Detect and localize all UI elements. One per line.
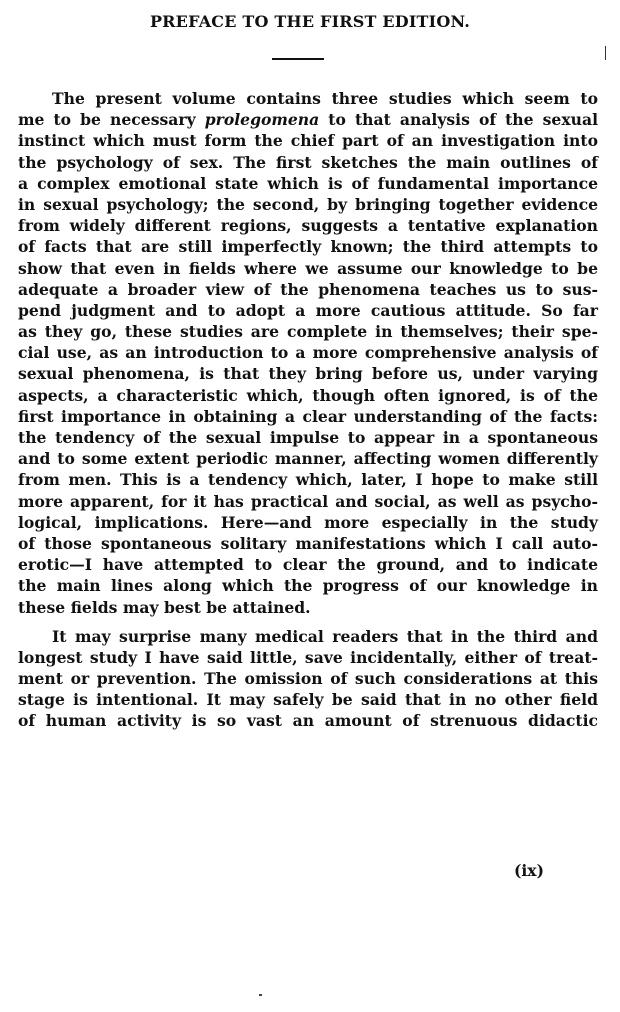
text-line	[18, 491, 598, 512]
page-title: PREFACE TO THE FIRST EDITION.	[149, 12, 471, 31]
text-segment: The present volume contains three studies which seem to	[52, 89, 598, 108]
text-segment: as they go, these studies are complete in themselves; their spe-	[18, 322, 598, 342]
paragraph	[18, 626, 598, 732]
text-segment: a complex emotional state which is of fundamental importance	[18, 173, 598, 193]
text-segment: stage is intentional. It may safely be said that in no other field	[18, 690, 598, 710]
text-segment: these fields may best be attained.	[18, 597, 311, 617]
text-line	[18, 448, 598, 469]
bottom-mark	[259, 994, 262, 996]
text-line	[18, 689, 598, 710]
text-line	[18, 668, 598, 689]
text-segment: to that analysis of the sexual	[319, 110, 598, 130]
text-line	[18, 512, 598, 533]
text-line	[18, 597, 598, 618]
text-line	[18, 554, 598, 575]
text-segment: in sexual psychology; the second, by bringing together evidence	[18, 194, 598, 214]
text-line	[18, 130, 598, 151]
text-line	[18, 710, 598, 731]
text-line	[18, 173, 598, 194]
text-segment: of facts that are still imperfectly known; the third attempts to	[18, 237, 598, 257]
text-segment: of those spontaneous solitary manifestations which I call auto-	[18, 533, 598, 553]
text-line	[18, 626, 598, 647]
text-segment: erotic—I have attempted to clear the ground, and to indicate	[18, 555, 598, 575]
text-line	[18, 109, 598, 130]
italic-term: prolegomena	[204, 110, 320, 130]
text-line	[18, 258, 598, 279]
text-line	[18, 152, 598, 173]
text-segment: longest study I have said little, save incidentally, either of treat-	[18, 647, 598, 667]
preface-body	[18, 88, 598, 732]
text-line	[18, 321, 598, 342]
text-line	[18, 342, 598, 363]
title-rule	[272, 58, 324, 60]
text-line	[18, 406, 598, 427]
text-segment: of human activity is so vast an amount of strenuous didactic	[18, 711, 598, 731]
text-segment: cial use, as an introduction to a more comprehensive analysis of	[18, 343, 598, 363]
paragraph	[18, 88, 598, 618]
page-number: (ix)	[514, 861, 544, 880]
text-segment: more apparent, for it has practical and social, as well as psycho-	[18, 491, 598, 511]
text-segment: ment or prevention. The omission of such considerations at this	[18, 669, 598, 689]
text-line	[18, 363, 598, 384]
margin-mark	[605, 46, 606, 60]
text-segment: from widely different regions, suggests a tentative explanation	[18, 216, 598, 236]
text-line	[18, 194, 598, 215]
text-segment: aspects, a characteristic which, though often ignored, is of the	[18, 385, 598, 405]
text-segment: instinct which must form the chief part of an investigation into	[18, 131, 598, 151]
text-segment: from men. This is a tendency which, later, I hope to make still	[18, 470, 598, 490]
text-segment: the main lines along which the progress of our knowledge in	[18, 576, 598, 596]
text-line	[18, 300, 598, 321]
text-line	[18, 427, 598, 448]
text-segment: pend judgment and to adopt a more cautious attitude. So far	[18, 300, 598, 320]
text-segment: me to be necessary	[18, 110, 205, 130]
text-line	[18, 469, 598, 490]
text-line	[18, 279, 598, 300]
text-segment: the tendency of the sexual impulse to appear in a spontaneous	[18, 428, 598, 447]
text-line	[18, 647, 598, 668]
text-segment: adequate a broader view of the phenomena teaches us to sus-	[18, 279, 598, 299]
text-line	[18, 575, 598, 596]
text-line	[18, 533, 598, 554]
text-segment: logical, implications. Here—and more especially in the study	[18, 512, 598, 532]
text-segment: sexual phenomena, is that they bring before us, under varying	[18, 364, 598, 384]
text-line	[18, 215, 598, 236]
text-segment: first importance in obtaining a clear understanding of the facts:	[18, 406, 598, 426]
text-segment: the psychology of sex. The first sketches the main outlines of	[18, 152, 598, 172]
text-segment: show that even in fields where we assume our knowledge to be	[18, 258, 598, 278]
text-segment: It may surprise many medical readers that in the third and	[52, 626, 598, 646]
text-line	[18, 236, 598, 257]
text-line	[18, 385, 598, 406]
text-segment: and to some extent periodic manner, affecting women differently	[18, 449, 598, 469]
text-line	[18, 88, 598, 109]
